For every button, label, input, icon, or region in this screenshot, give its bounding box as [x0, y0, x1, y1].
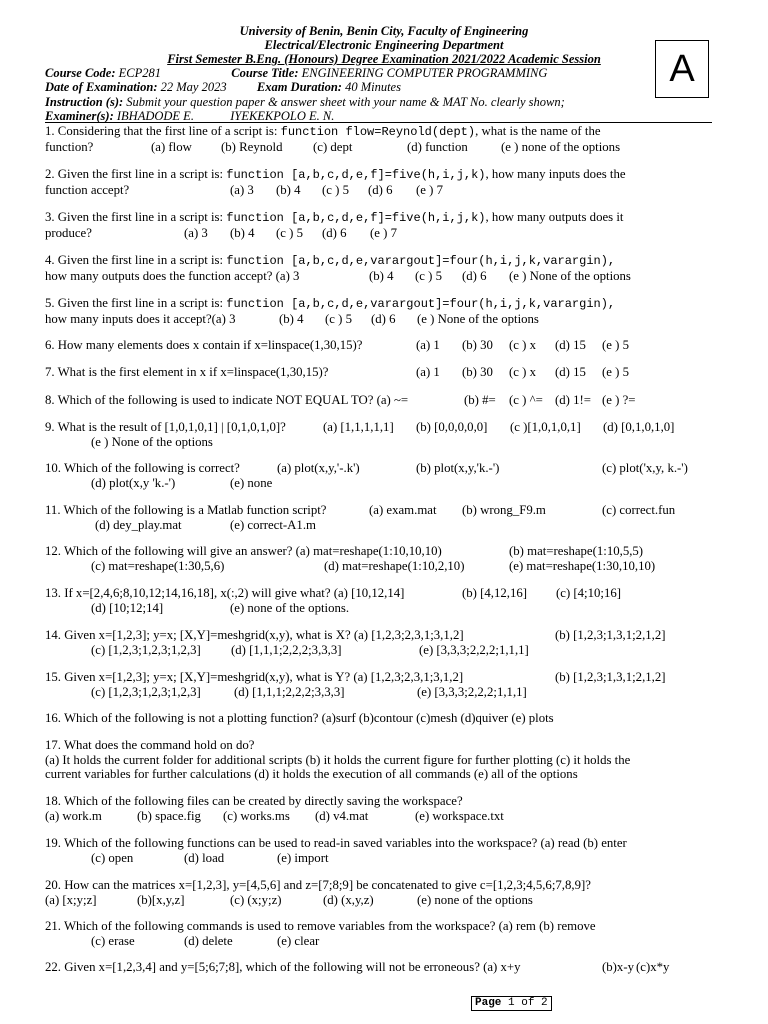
question-15: [45, 670, 715, 699]
question-3: [45, 210, 715, 240]
option-c: (c) [1,2,3;1,2,3;1,2,3]: [91, 642, 201, 657]
date-label: Date of Examination:: [45, 80, 158, 94]
option-c: (c ) 5: [415, 268, 442, 283]
course-title-label: Course Title:: [231, 66, 299, 80]
option-e: (e) none of the options: [417, 892, 533, 907]
option-d: (d) 6: [368, 182, 393, 197]
page-total: 2: [541, 997, 548, 1009]
option-d: (d) (x,y,z): [323, 892, 374, 907]
question-text: 14. Given x=[1,2,3]; y=x; [X,Y]=meshgrid(x,y), what is X? (a) [1,2,3;2,3,1;3,1,2]: [45, 628, 464, 642]
option-d: (d) [1,1,1;2,2,2;3,3,3]: [234, 684, 345, 699]
option-d: (d) [10;12;14]: [91, 600, 164, 615]
page-label: Page: [475, 997, 502, 1009]
option-a: (a) exam.mat: [369, 503, 437, 517]
question-text: how many outputs does the function accept? (a) 3: [45, 268, 300, 283]
question-text: 9. What is the result of [1,0,1,0,1] | [0,1,0,1,0]?: [45, 420, 286, 434]
question-text: 5. Given the first line in a script is:: [45, 296, 227, 310]
option-a: (a) flow: [151, 139, 192, 154]
option-e: (e) none: [230, 475, 273, 490]
option-b: (b) 30: [462, 365, 493, 379]
option-b: (b)x-y: [602, 960, 634, 974]
question-17: [45, 738, 715, 782]
question-text: 10. Which of the following is correct?: [45, 461, 240, 475]
option-b: (b) [1,2,3;1,3,1;2,1,2]: [555, 670, 666, 684]
department-line: Electrical/Electronic Engineering Department: [264, 38, 504, 52]
question-19: [45, 836, 715, 865]
question-12: [45, 544, 715, 573]
option-a: (a) plot(x,y,'-.k'): [277, 461, 360, 475]
code-snippet: function [a,b,c,d,e,varargout]=four(h,i,j,k,varargin),: [226, 297, 616, 311]
exam-duration: 40 Minutes: [345, 80, 401, 94]
option-e: (e ) None of the options: [509, 268, 631, 283]
option-b: (b) wrong_F9.m: [462, 503, 546, 517]
option-b: (b) [1,2,3;1,3,1;2,1,2]: [555, 628, 666, 642]
question-text: 7. What is the first element in x if x=linspace(1,30,15)?: [45, 365, 329, 379]
option-d: (d) v4.mat: [315, 808, 369, 823]
option-d: (d) plot(x,y 'k.-'): [91, 475, 176, 490]
option-e: (e ) 5: [602, 338, 629, 352]
question-11: [45, 503, 715, 532]
option-e: (e ) ?=: [602, 393, 636, 407]
exam-date: 22 May 2023: [160, 80, 227, 94]
option-d: (d) 6: [322, 225, 347, 240]
question-text: produce?: [45, 225, 92, 240]
option-d: (d) [0,1,0,1,0]: [603, 420, 675, 434]
option-a: (a) 3: [184, 225, 208, 240]
question-text: 11. Which of the following is a Matlab function script?: [45, 503, 327, 517]
option-c: (c) open: [91, 850, 134, 865]
option-e: (e ) 7: [370, 225, 397, 240]
question-text: 3. Given the first line in a script is:: [45, 210, 227, 224]
question-1: [45, 124, 715, 154]
question-10: [45, 461, 715, 490]
question-14: [45, 628, 715, 657]
option-d: (d) 15: [555, 365, 586, 379]
option-d: (d) 6: [462, 268, 487, 283]
option-e: (e) clear: [277, 933, 320, 948]
option-c: (c ) x: [509, 365, 536, 379]
option-c: (c )[1,0,1,0,1]: [510, 420, 581, 434]
code-snippet: function flow=Reynold(dept): [280, 125, 476, 139]
question-text: , what is the name of the: [475, 124, 601, 138]
option-b: (b) [4,12,16]: [462, 586, 528, 600]
option-c: (c) correct.fun: [602, 503, 676, 517]
option-e: (e ) None of the options: [417, 311, 539, 326]
question-21: [45, 919, 715, 948]
option-d: (d) load: [184, 850, 225, 865]
question-text: 15. Given x=[1,2,3]; y=x; [X,Y]=meshgrid(x,y), what is Y? (a) [1,2,3;2,3,1;3,1,2]: [45, 670, 464, 684]
question-text: 1. Considering that the first line of a script is:: [45, 124, 281, 138]
question-text: 8. Which of the following is used to indicate NOT EQUAL TO? (a) ~=: [45, 393, 409, 407]
option-d: (d) mat=reshape(1:10,2,10): [324, 558, 465, 573]
examiners-line: [45, 109, 334, 123]
option-e: (e) correct-A1.m: [230, 517, 316, 532]
option-a: (a) [1,1,1,1,1]: [323, 420, 394, 434]
question-text: , how many inputs does the: [485, 167, 626, 181]
question-text: 2. Given the first line in a script is:: [45, 167, 227, 181]
option-b: (b) 4: [276, 182, 301, 197]
option-e: (e) import: [277, 850, 329, 865]
option-a: (a) [x;y;z]: [45, 892, 97, 907]
version-letter-box: A: [655, 40, 709, 98]
question-text: 19. Which of the following functions can be used to read-in saved variables into the workspace? (a) read (b) enter: [45, 836, 627, 850]
question-5: [45, 296, 715, 326]
question-text: 12. Which of the following will give an answer? (a) mat=reshape(1:10,10,10): [45, 544, 442, 558]
university-line: University of Benin, Benin City, Faculty of Engineering: [239, 24, 529, 38]
question-text: 13. If x=[2,4,6;8,10,12;14,16,18], x(:,2) will give what? (a) [10,12,14]: [45, 586, 405, 600]
question-7: [45, 365, 715, 380]
option-b: (b) plot(x,y,'k.-'): [416, 461, 500, 475]
question-text: how many inputs does it accept?(a) 3: [45, 311, 236, 326]
option-c: (c) mat=reshape(1:30,5,6): [91, 558, 225, 573]
question-9: [45, 420, 715, 449]
instruction-label: Instruction (s):: [45, 95, 124, 109]
question-text: 18. Which of the following files can be created by directly saving the workspace?: [45, 794, 463, 808]
code-snippet: function [a,b,c,d,e,f]=five(h,i,j,k): [226, 211, 486, 225]
option-c: (c ) 5: [322, 182, 349, 197]
option-e: (e ) 5: [602, 365, 629, 379]
option-d: (d) dey_play.mat: [95, 517, 182, 532]
question-4: [45, 253, 715, 283]
date-line: [45, 80, 401, 94]
question-text: , how many outputs does it: [485, 210, 624, 224]
question-text: 20. How can the matrices x=[1,2,3], y=[4,5,6] and z=[7;8;9] be concatenated to give c=[1,2,3;4,5,6;7,8,9]?: [45, 878, 591, 892]
question-6: [45, 338, 715, 353]
header-rule: [45, 122, 712, 123]
option-b: (b) 4: [230, 225, 255, 240]
code-snippet: function [a,b,c,d,e,f]=five(h,i,j,k): [226, 168, 486, 182]
question-text: 21. Which of the following commands is used to remove variables from the workspace? (a) rem (b) remove: [45, 919, 596, 933]
option-a: (a) 3: [230, 182, 254, 197]
course-code: ECP281: [118, 66, 161, 80]
option-c: (c)x*y: [636, 960, 670, 974]
option-b: (b) 30: [462, 338, 493, 352]
option-c: (c) [4;10;16]: [556, 586, 622, 600]
option-c: (c) (x;y;z): [230, 892, 282, 907]
option-d: (d) 15: [555, 338, 586, 352]
question-text: function accept?: [45, 182, 130, 197]
option-c: (c) dept: [313, 139, 353, 154]
option-e: (e ) none of the options: [501, 139, 621, 154]
examiner-2: IYEKEKPOLO E. N.: [230, 109, 335, 123]
option-b: (b) [0,0,0,0,0]: [416, 420, 488, 434]
instruction-line: [45, 95, 565, 109]
option-c: (c ) ^=: [509, 393, 543, 407]
question-22: [45, 960, 715, 975]
duration-label: Exam Duration:: [256, 80, 342, 94]
question-text: 6. How many elements does x contain if x=linspace(1,30,15)?: [45, 338, 363, 352]
question-text: 4. Given the first line in a script is:: [45, 253, 227, 267]
code-snippet: function [a,b,c,d,e,varargout]=four(h,i,j,k,varargin),: [226, 254, 616, 268]
course-title: ENGINEERING COMPUTER PROGRAMMING: [301, 66, 548, 80]
option-e: (e) none of the options.: [230, 600, 350, 615]
page-number: 1: [508, 997, 515, 1009]
question-8: [45, 393, 715, 408]
option-d: (d) delete: [184, 933, 233, 948]
course-code-label: Course Code:: [45, 66, 116, 80]
examiner-1: IBHADODE E.: [116, 109, 194, 123]
examiners-label: Examiner(s):: [45, 109, 114, 123]
option-c: (c ) 5: [276, 225, 303, 240]
option-a: (a) 1: [416, 365, 440, 379]
option-b: (b) #=: [464, 393, 496, 407]
option-c: (c) plot('x,y, k.-'): [602, 461, 688, 475]
option-e: (e) [3,3,3;2,2,2;1,1,1]: [419, 642, 529, 657]
option-d: (d) 1!=: [555, 393, 591, 407]
option-b: (b) mat=reshape(1:10,5,5): [509, 544, 644, 558]
option-c: (c) works.ms: [223, 808, 290, 823]
option-b: (b) Reynold: [221, 139, 283, 154]
question-18: [45, 794, 715, 823]
option-e: (e ) None of the options: [91, 434, 213, 449]
option-e: (e) workspace.txt: [415, 808, 504, 823]
question-text: function?: [45, 139, 94, 154]
option-a: (a) 1: [416, 338, 440, 352]
option-c: (c ) 5: [325, 311, 352, 326]
option-d: (d) function: [407, 139, 468, 154]
option-e: (e) [3,3,3;2,2,2;1,1,1]: [417, 684, 527, 699]
course-line: [45, 66, 547, 80]
question-text: 22. Given x=[1,2,3,4] and y=[5;6;7;8], which of the following will not be erroneous? (a) x+y: [45, 960, 521, 974]
option-b: (b) 4: [279, 311, 304, 326]
options-line-1: (a) It holds the current folder for additional scripts (b) it holds the current figure for further plotting (c) it holds the: [45, 752, 631, 767]
of-label: of: [521, 997, 535, 1009]
question-13: [45, 586, 715, 615]
options-line-2: current variables for further calculations (d) it holds the execution of all commands (e) all of the options: [45, 767, 578, 781]
option-d: (d) 6: [371, 311, 396, 326]
option-a: (a) work.m: [45, 808, 102, 823]
exam-title: First Semester B.Eng. (Honours) Degree Examination 2021/2022 Academic Session: [167, 52, 601, 66]
option-b: (b)[x,y,z]: [137, 892, 185, 907]
page-indicator: [471, 996, 552, 1011]
option-e: (e) mat=reshape(1:30,10,10): [509, 558, 656, 573]
question-20: [45, 878, 715, 907]
option-c: (c ) x: [509, 338, 536, 352]
option-d: (d) [1,1,1;2,2,2;3,3,3]: [231, 642, 342, 657]
question-2: [45, 167, 715, 197]
option-e: (e ) 7: [416, 182, 443, 197]
question-text: 16. Which of the following is not a plotting function? (a)surf (b)contour (c)mesh (d)quiver (e) plots: [45, 711, 554, 725]
question-text: 17. What does the command hold on do?: [45, 738, 255, 752]
option-b: (b) 4: [369, 268, 394, 283]
option-c: (c) erase: [91, 933, 135, 948]
instruction-text: Submit your question paper & answer sheet with your name & MAT No. clearly shown;: [126, 95, 565, 109]
question-16: [45, 711, 715, 726]
option-c: (c) [1,2,3;1,2,3;1,2,3]: [91, 684, 201, 699]
option-b: (b) space.fig: [137, 808, 201, 823]
